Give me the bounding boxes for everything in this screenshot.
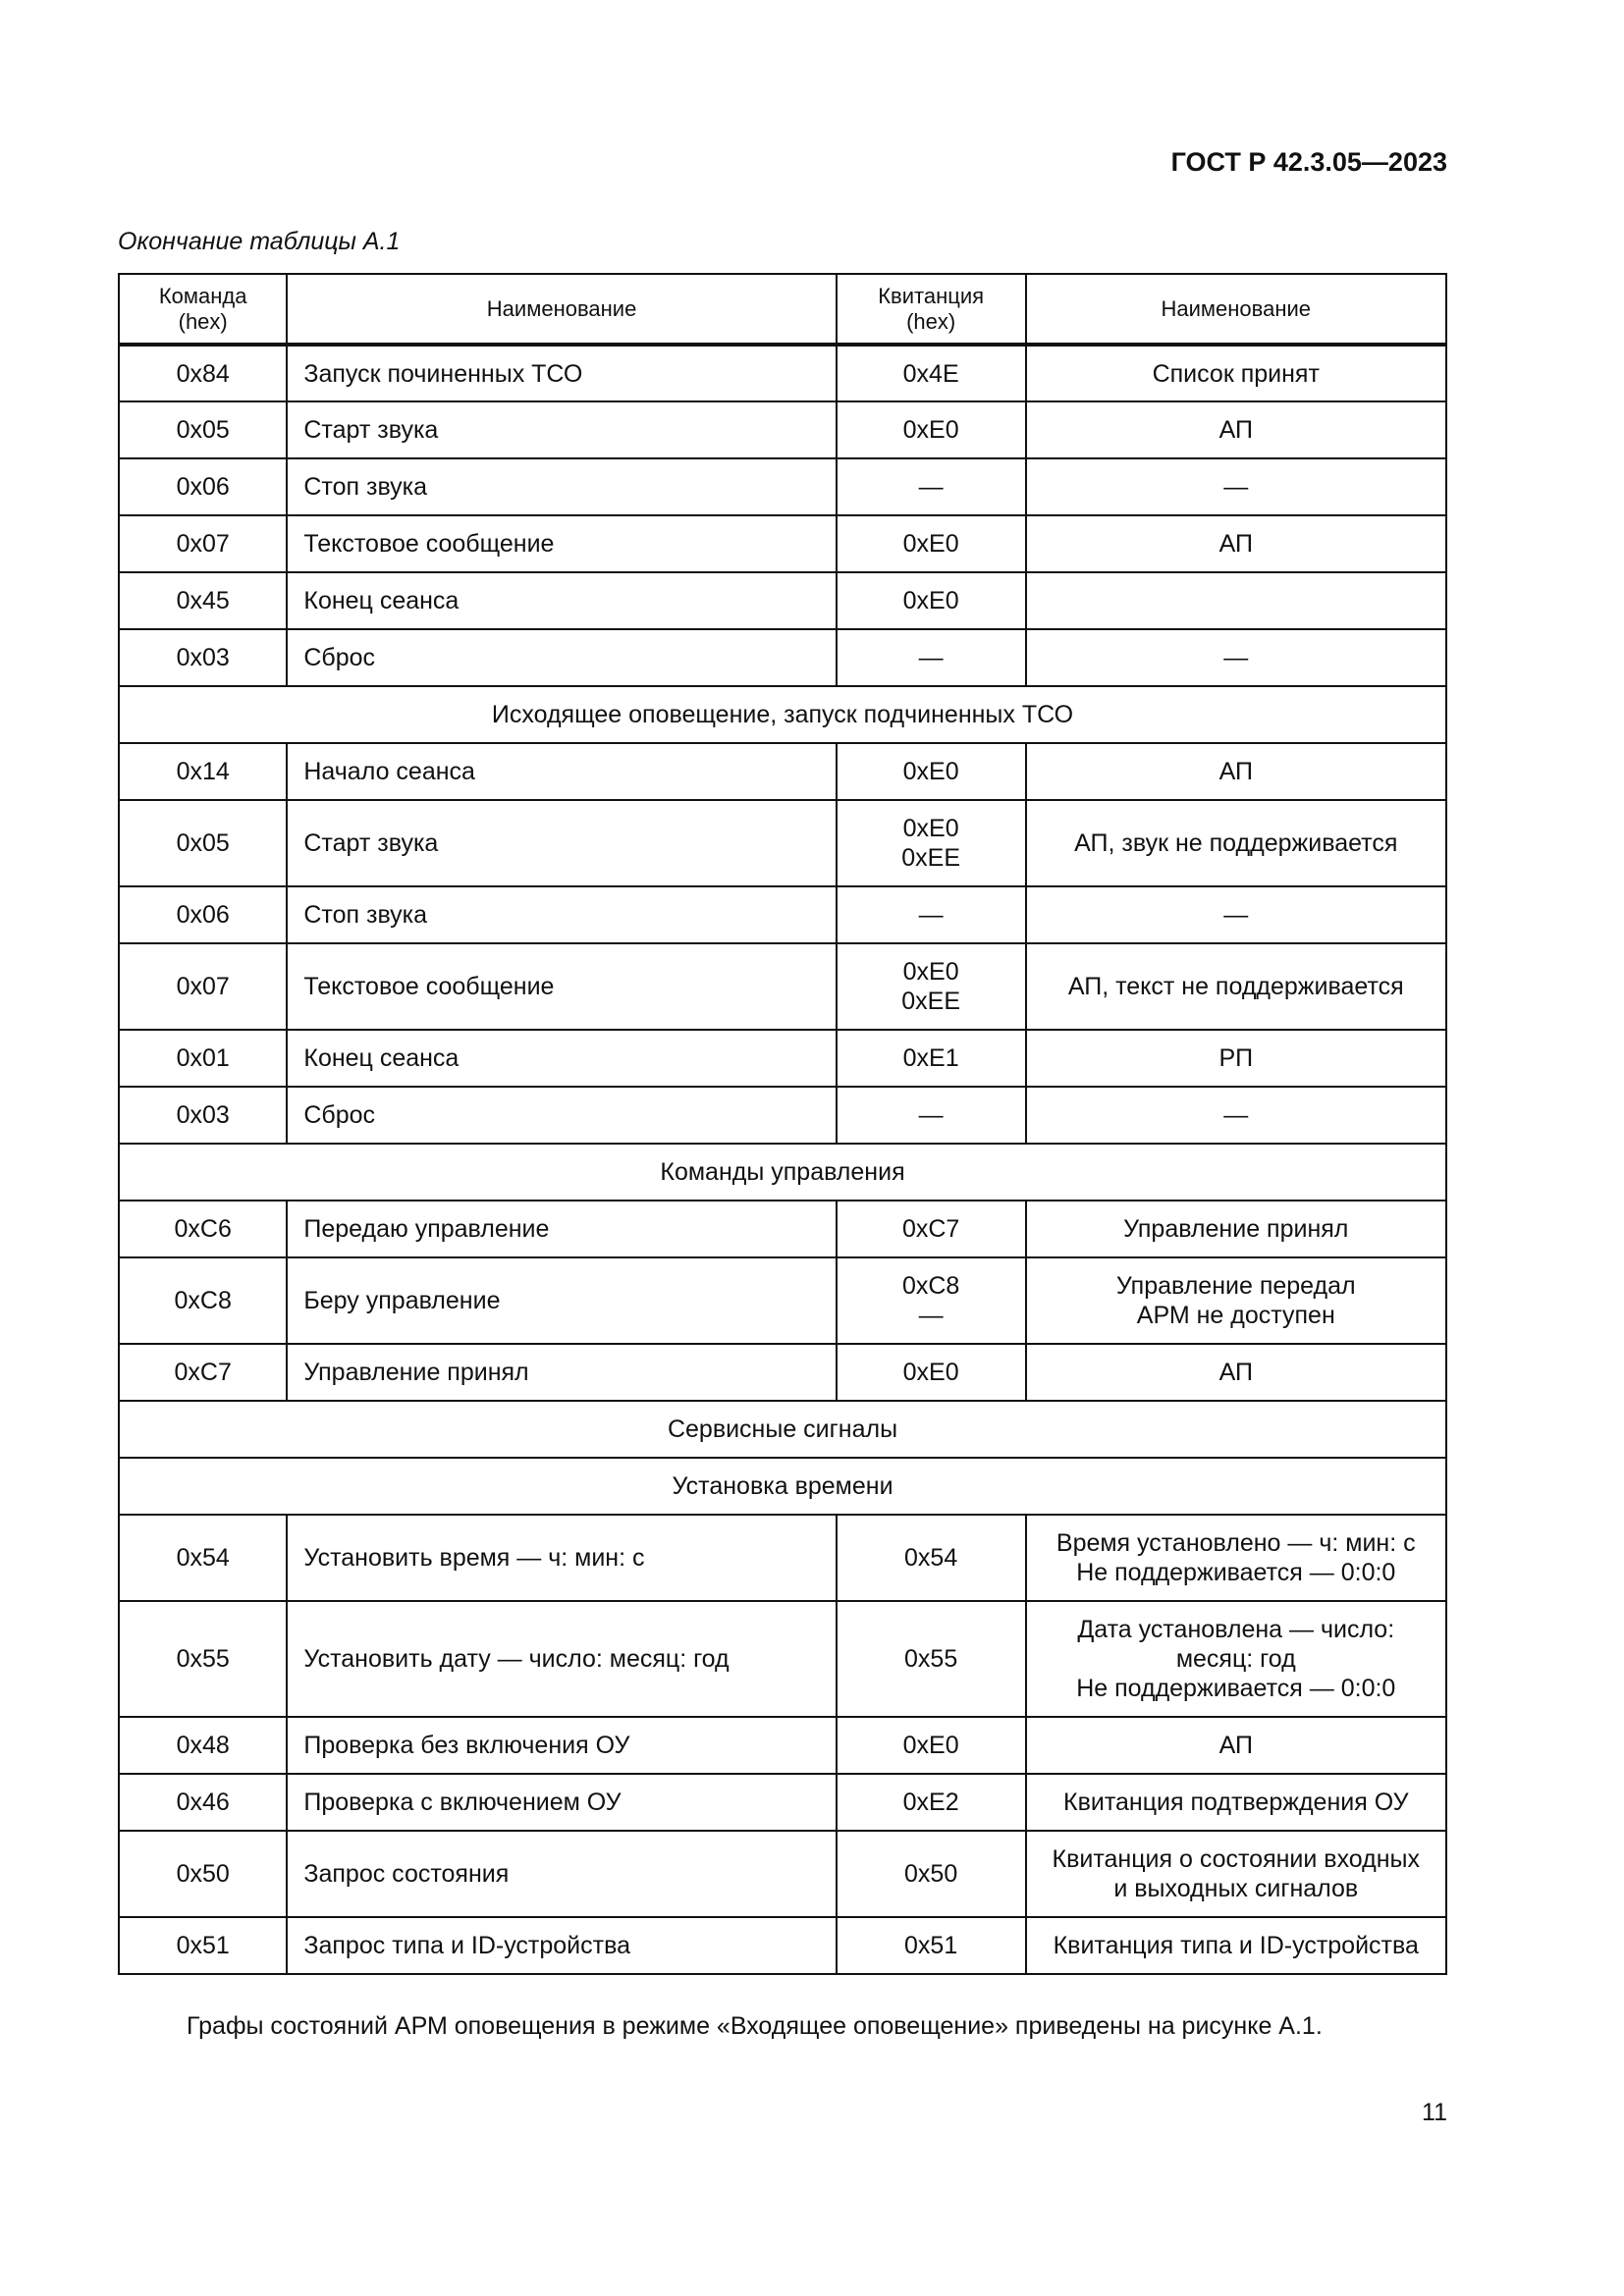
receipt-name-cell: Управление принял — [1026, 1201, 1446, 1257]
receipt-hex-cell: 0x4E — [837, 345, 1026, 401]
receipt-name-cell: — — [1026, 458, 1446, 515]
command-name-cell: Старт звука — [287, 800, 836, 886]
section-title: Установка времени — [119, 1458, 1446, 1515]
receipt-name-cell: Время установлено — ч: мин: с Не поддерживается — 0:0:0 — [1026, 1515, 1446, 1601]
command-name-cell: Установить время — ч: мин: с — [287, 1515, 836, 1601]
header-receipt-hex: Квитанция (hex) — [837, 274, 1026, 345]
table-body — [119, 345, 1446, 1974]
section-row — [119, 1144, 1446, 1201]
section-row — [119, 1458, 1446, 1515]
receipt-hex-cell: 0xE0 — [837, 401, 1026, 458]
receipt-hex-cell: 0xE0 — [837, 1717, 1026, 1774]
command-name-cell: Стоп звука — [287, 458, 836, 515]
command-hex-cell: 0x48 — [119, 1717, 287, 1774]
table-row — [119, 1917, 1446, 1974]
receipt-hex-cell: — — [837, 886, 1026, 943]
receipt-hex-cell: 0xE0 0xEE — [837, 943, 1026, 1030]
command-hex-cell: 0x05 — [119, 800, 287, 886]
command-name-cell: Старт звука — [287, 401, 836, 458]
section-row — [119, 1401, 1446, 1458]
table-row — [119, 943, 1446, 1030]
header-command-hex: Команда (hex) — [119, 274, 287, 345]
command-hex-cell: 0x54 — [119, 1515, 287, 1601]
command-hex-cell: 0x51 — [119, 1917, 287, 1974]
table-row — [119, 458, 1446, 515]
receipt-hex-cell: 0xC7 — [837, 1201, 1026, 1257]
command-name-cell: Конец сеанса — [287, 1030, 836, 1087]
command-name-cell: Запрос типа и ID-устройства — [287, 1917, 836, 1974]
receipt-name-cell: — — [1026, 629, 1446, 686]
command-hex-cell: 0x84 — [119, 345, 287, 401]
table-row — [119, 1201, 1446, 1257]
table-row — [119, 1515, 1446, 1601]
receipt-hex-cell: 0xE0 — [837, 1344, 1026, 1401]
receipt-name-cell — [1026, 572, 1446, 629]
receipt-name-cell: АП — [1026, 515, 1446, 572]
table-caption: Окончание таблицы А.1 — [118, 228, 401, 255]
table-row — [119, 1831, 1446, 1917]
command-name-cell: Беру управление — [287, 1257, 836, 1344]
command-hex-cell: 0x46 — [119, 1774, 287, 1831]
section-title: Сервисные сигналы — [119, 1401, 1446, 1458]
receipt-hex-cell: — — [837, 458, 1026, 515]
table-row — [119, 1717, 1446, 1774]
command-name-cell: Передаю управление — [287, 1201, 836, 1257]
receipt-name-cell: Квитанция подтверждения ОУ — [1026, 1774, 1446, 1831]
receipt-name-cell: АП, текст не поддерживается — [1026, 943, 1446, 1030]
receipt-name-cell: АП — [1026, 401, 1446, 458]
receipt-name-cell: Квитанция типа и ID-устройства — [1026, 1917, 1446, 1974]
receipt-name-cell: — — [1026, 1087, 1446, 1144]
receipt-name-cell: — — [1026, 886, 1446, 943]
receipt-hex-cell: 0x54 — [837, 1515, 1026, 1601]
table-row — [119, 1087, 1446, 1144]
command-name-cell: Конец сеанса — [287, 572, 836, 629]
table-row — [119, 401, 1446, 458]
section-title: Команды управления — [119, 1144, 1446, 1201]
command-name-cell: Установить дату — число: месяц: год — [287, 1601, 836, 1717]
command-name-cell: Запрос состояния — [287, 1831, 836, 1917]
table-row — [119, 345, 1446, 401]
receipt-hex-cell: 0xE0 — [837, 572, 1026, 629]
table-header — [119, 274, 1446, 345]
header-receipt-name: Наименование — [1026, 274, 1446, 345]
table-row — [119, 572, 1446, 629]
table-row — [119, 1774, 1446, 1831]
command-hex-cell: 0x03 — [119, 1087, 287, 1144]
receipt-hex-cell: 0xE0 — [837, 515, 1026, 572]
receipt-hex-cell: 0x51 — [837, 1917, 1026, 1974]
table-row — [119, 886, 1446, 943]
table-row — [119, 743, 1446, 800]
receipt-name-cell: АП — [1026, 1344, 1446, 1401]
header-command-name: Наименование — [287, 274, 836, 345]
receipt-hex-cell: — — [837, 629, 1026, 686]
table-row — [119, 1344, 1446, 1401]
table-row — [119, 800, 1446, 886]
command-hex-cell: 0xC6 — [119, 1201, 287, 1257]
command-hex-cell: 0x07 — [119, 943, 287, 1030]
receipt-name-cell: АП, звук не поддерживается — [1026, 800, 1446, 886]
command-name-cell: Запуск починенных ТСО — [287, 345, 836, 401]
command-name-cell: Текстовое сообщение — [287, 943, 836, 1030]
command-name-cell: Начало сеанса — [287, 743, 836, 800]
receipt-hex-cell: 0xE2 — [837, 1774, 1026, 1831]
receipt-name-cell: АП — [1026, 1717, 1446, 1774]
receipt-hex-cell: 0x55 — [837, 1601, 1026, 1717]
command-name-cell: Управление принял — [287, 1344, 836, 1401]
command-hex-cell: 0x14 — [119, 743, 287, 800]
command-name-cell: Стоп звука — [287, 886, 836, 943]
command-hex-cell: 0x55 — [119, 1601, 287, 1717]
command-name-cell: Проверка с включением ОУ — [287, 1774, 836, 1831]
receipt-name-cell: Список принят — [1026, 345, 1446, 401]
command-name-cell: Проверка без включения ОУ — [287, 1717, 836, 1774]
command-hex-cell: 0x06 — [119, 886, 287, 943]
commands-table — [118, 273, 1447, 1975]
figure-reference-note: Графы состояний АРМ оповещения в режиме «Входящее оповещение» приведены на рисунке А.1. — [187, 2012, 1323, 2040]
command-name-cell: Сброс — [287, 1087, 836, 1144]
header-row — [119, 274, 1446, 345]
section-title: Исходящее оповещение, запуск подчиненных ТСО — [119, 686, 1446, 743]
table-row — [119, 1601, 1446, 1717]
receipt-name-cell: Дата установлена — число: месяц: год Не поддерживается — 0:0:0 — [1026, 1601, 1446, 1717]
receipt-hex-cell: 0xC8 — — [837, 1257, 1026, 1344]
table-row — [119, 1030, 1446, 1087]
receipt-name-cell: АП — [1026, 743, 1446, 800]
table-row — [119, 1257, 1446, 1344]
command-name-cell: Текстовое сообщение — [287, 515, 836, 572]
section-row — [119, 686, 1446, 743]
receipt-name-cell: Управление передал АРМ не доступен — [1026, 1257, 1446, 1344]
receipt-hex-cell: — — [837, 1087, 1026, 1144]
document-id: ГОСТ Р 42.3.05—2023 — [1170, 147, 1447, 177]
page-number: 11 — [1422, 2099, 1447, 2126]
command-hex-cell: 0x50 — [119, 1831, 287, 1917]
receipt-hex-cell: 0x50 — [837, 1831, 1026, 1917]
receipt-name-cell: Квитанция о состоянии входных и выходных сигналов — [1026, 1831, 1446, 1917]
command-name-cell: Сброс — [287, 629, 836, 686]
table-row — [119, 515, 1446, 572]
receipt-hex-cell: 0xE0 — [837, 743, 1026, 800]
command-hex-cell: 0xC8 — [119, 1257, 287, 1344]
receipt-hex-cell: 0xE0 0xEE — [837, 800, 1026, 886]
table-row — [119, 629, 1446, 686]
command-hex-cell: 0xC7 — [119, 1344, 287, 1401]
command-hex-cell: 0x45 — [119, 572, 287, 629]
command-hex-cell: 0x05 — [119, 401, 287, 458]
command-hex-cell: 0x07 — [119, 515, 287, 572]
command-hex-cell: 0x03 — [119, 629, 287, 686]
receipt-hex-cell: 0xE1 — [837, 1030, 1026, 1087]
command-hex-cell: 0x06 — [119, 458, 287, 515]
receipt-name-cell: РП — [1026, 1030, 1446, 1087]
command-hex-cell: 0x01 — [119, 1030, 287, 1087]
